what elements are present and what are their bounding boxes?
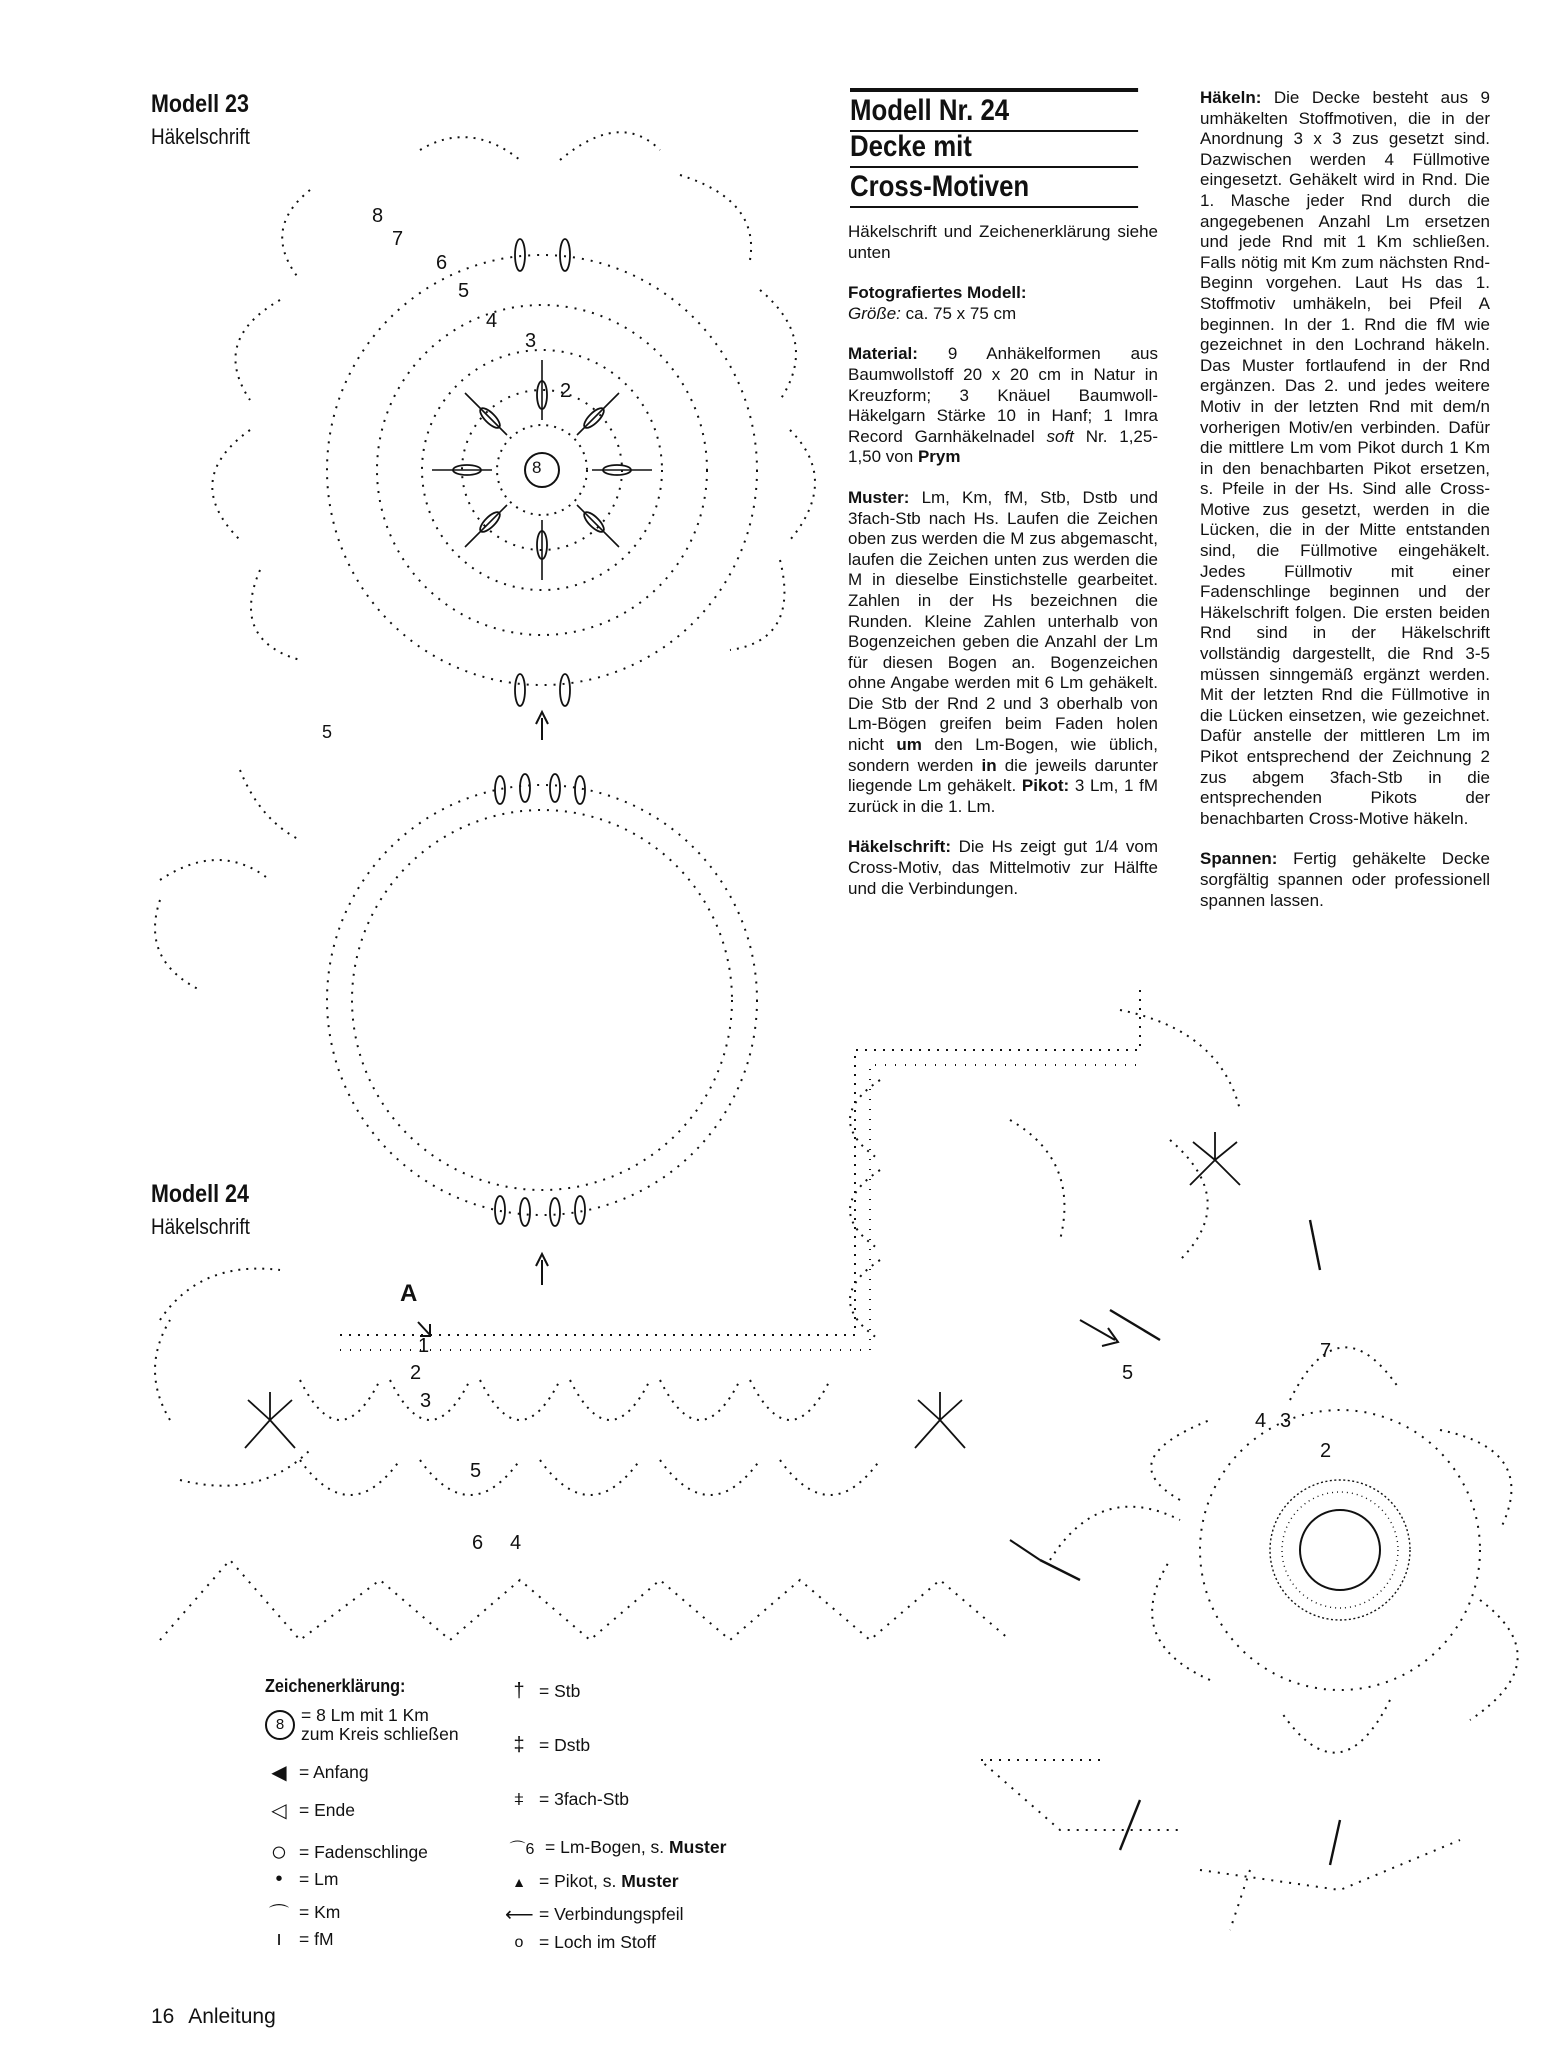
single-crochet-icon: ı <box>276 1928 282 1950</box>
filler-round-4: 4 <box>1255 1410 1267 1432</box>
legend-text-picot <box>539 1871 679 1892</box>
ring-8-icon: 8 <box>265 1710 295 1740</box>
hs-label: Häkelschrift: <box>848 837 951 857</box>
legend-text-arc <box>545 1837 726 1858</box>
material-label: Material: <box>848 344 918 364</box>
legend-text-3fach: = 3fach-Stb <box>539 1789 629 1809</box>
material-soft: soft <box>1046 426 1074 446</box>
m24-round-3: 3 <box>420 1390 432 1412</box>
legend-text-lm: = Lm <box>299 1869 339 1889</box>
photo-label: Fotografiertes Modell: <box>848 283 1027 303</box>
hole-icon: o <box>514 1933 524 1951</box>
picot-icon: ▲ <box>512 1873 526 1890</box>
legend-item-stb <box>505 1680 580 1703</box>
muster-text-3: die jeweils darunter liegende Lm gehäkelt. <box>848 755 1158 796</box>
slip-stitch-icon: ⌒ <box>269 1904 289 1926</box>
material-block <box>848 344 1158 468</box>
join-arrow-icon: ⟵ <box>505 1904 534 1926</box>
legend-text-km: = Km <box>299 1902 341 1922</box>
muster-in: in <box>981 755 997 775</box>
legend-item-join <box>505 1902 684 1927</box>
muster-um: um <box>896 735 922 755</box>
legend-item-hole <box>505 1932 656 1953</box>
m24-round-4: 4 <box>510 1532 522 1554</box>
loop-icon: ○ <box>270 1836 288 1867</box>
legend-item-fm <box>265 1928 334 1951</box>
article-heading-3: Cross-Motiven <box>850 168 1138 208</box>
intro-text: Häkelschrift und Zeichenerklärung siehe unten <box>848 222 1158 262</box>
legend-arc-text: = Lm-Bogen, s. <box>545 1837 665 1857</box>
legend <box>265 1676 1065 1976</box>
spannen-block <box>1200 849 1490 911</box>
legend-text-join: = Verbindungspfeil <box>539 1904 684 1924</box>
article-heading-2: Decke mit <box>850 128 1138 168</box>
legend-item-ring <box>265 1706 459 1744</box>
filler-round-3: 3 <box>1280 1410 1292 1432</box>
haekeln-text: Die Decke besteht aus 9 umhäkelten Stoffmotiven, die in der Anordnung 3 x 3 zus gesetzt sind. Dazwischen werden 4 Füllmotive eingesetzt. Gehäkelt wird in Rnd. Die 1. Masche jeder Rnd durch die angegebenen Anzahl Lm ersetzen und jede Rnd mit 1 Km schließen. Falls nötig mit Km zum nächsten Rnd-Beginn vorgehen. Laut Hs das 1. Stoffmotiv umhäkeln, bei Pfeil A beginnen. In der 1. Rnd die fM wie gezeichnet in den Lochrand häkeln. Das Muster fortlaufend in der Rnd ergänzen. Das 2. und jedes weitere Motiv in der letzten Rnd mit dem/n vorherigen Motiv/en verbinden. Dafür die mittlere Lm vom Pikot durch 1 Km in den benachbarten Pikot ersetzen, s. Pfeile in der Hs. Sind alle Cross-Motive zus gesetzt, werden in die Lücken, die in der Mitte entstanden sind, die Füllmotive eingehäkelt. Jedes Füllmotiv mit einer Fadenschlinge beginnen und der Häkelschrift folgen. Die ersten beiden Rnd sind in der Häkelschrift vollständig dargestellt, die Rnd 3-5 müssen sinngemäß ergänzt werden. Mit der letzten Rnd die Füllmotive in die Lücken einsetzen, wie gezeichnet. Dafür anstelle der mittleren Lm im Pikot entsprechend der Zeichnung 2 zus abgem 3fach-Stb in die entsprechenden Pikots der benachbarten Cross-Motive häkeln. <box>1200 88 1490 828</box>
legend-title: Zeichenerklärung: <box>265 1676 406 1696</box>
m24-arrow-label: A <box>400 1280 418 1307</box>
arc-icon: ⌒6 <box>509 1841 535 1858</box>
end-arrow-icon: ◁ <box>271 1800 287 1822</box>
muster-text-2: den Lm-Bogen, wie üblich, sondern werden <box>848 735 1158 775</box>
article-column-2 <box>1200 88 1490 924</box>
pikot-label: Pikot: <box>1021 776 1070 796</box>
pikot-text: 3 Lm, 1 fM zurück in die 1. Lm. <box>848 776 1158 816</box>
legend-text-ring <box>301 1706 459 1744</box>
filler-round-5: 5 <box>1122 1362 1134 1384</box>
m24-round-5: 5 <box>470 1460 482 1482</box>
m23-center-number: 8 <box>532 458 542 477</box>
legend-item-arc <box>505 1836 726 1859</box>
legend-text-fm: = fM <box>299 1929 334 1949</box>
m23-round-5b: 5 <box>322 722 333 742</box>
legend-item-loop <box>265 1836 428 1868</box>
legend-picot-bold: Muster <box>621 1871 679 1891</box>
muster-label: Muster: <box>848 487 910 507</box>
legend-text-start: = Anfang <box>299 1762 369 1782</box>
spannen-label: Spannen: <box>1200 849 1278 869</box>
haekeln-label: Häkeln: <box>1200 88 1262 107</box>
legend-ring-line1: = 8 Lm mit 1 Km <box>301 1705 429 1725</box>
legend-item-start <box>265 1760 369 1785</box>
muster-text-1: Lm, Km, fM, Stb, Dstb und 3fach-Stb nach Hs. Laufen die Zeichen oben zus werden die M zus abgemascht, laufen die Zeichen unten zus werden die M in dieselbe Einstichstelle gearbeitet. Zahlen in der Hs bezeichnen die Runden. Kleine Zahlen unterhalb von Bogenzeichen geben die Anzahl der Lm für diesen Bogen an. Bogenzeichen ohne Angabe werden mit 6 Lm gehäkelt. Die Stb der Rnd 2 und 3 oberhalb von Lm-Bögen greifen beim Faden holen nicht <box>848 487 1159 755</box>
article-heading-1: Modell Nr. 24 <box>850 88 1138 132</box>
legend-ring-line2: zum Kreis schließen <box>301 1724 459 1744</box>
hs-block <box>848 837 1158 899</box>
footer-section: Anleitung <box>188 2005 276 2028</box>
material-text: 9 Anhäkelformen aus Baumwollstoff 20 x 20 cm in Natur in Kreuzform; 3 Knäuel Baumwoll-Häkelgarn Stärke 10 in Hanf; 1 Imra Record Garnhäkelnadel <box>848 344 1158 446</box>
article-column-1 <box>848 222 1158 912</box>
m23-round-3: 3 <box>525 330 537 352</box>
modell23-title: Modell 23 <box>151 90 249 118</box>
muster-block <box>848 488 1158 818</box>
modell23-chart <box>155 132 815 1285</box>
material-brand: Prym <box>917 447 961 467</box>
size-label: Größe: <box>848 303 901 323</box>
m23-round-7: 7 <box>392 228 404 250</box>
tr-icon: ‡ <box>513 1734 525 1756</box>
modell24-title: Modell 24 <box>151 1180 249 1208</box>
hs-text: Die Hs zeigt gut 1/4 vom Cross-Motiv, das Mittelmotiv zur Hälfte und die Verbindungen. <box>848 837 1158 898</box>
legend-item-km <box>265 1898 340 1927</box>
m23-round-5: 5 <box>458 280 470 302</box>
legend-text-end: = Ende <box>299 1800 355 1820</box>
dc-icon: † <box>513 1680 525 1702</box>
footer <box>151 2005 276 2029</box>
legend-item-lm <box>265 1868 338 1891</box>
spannen-text: Fertig gehäkelte Decke sorgfältig spannen oder professionell spannen lassen. <box>1200 849 1490 910</box>
modell24-subtitle: Häkelschrift <box>151 1214 250 1239</box>
haekeln-block <box>1200 88 1490 829</box>
m23-round-8: 8 <box>372 205 384 227</box>
legend-item-end <box>265 1798 355 1823</box>
m24-round-2: 2 <box>410 1362 422 1384</box>
legend-text-dstb: = Dstb <box>539 1735 591 1755</box>
dtr-icon: ⧧ <box>513 1788 525 1810</box>
page-number: 16 <box>151 2005 175 2028</box>
start-arrow-icon: ◀ <box>271 1762 287 1784</box>
m24-round-6: 6 <box>472 1532 484 1554</box>
material-text-2: Nr. 1,25-1,50 von <box>848 426 1159 467</box>
filler-round-2: 2 <box>1320 1440 1332 1462</box>
modell23-subtitle: Häkelschrift <box>151 124 250 149</box>
legend-text-hole: = Loch im Stoff <box>539 1932 656 1952</box>
photo-block <box>848 283 1158 324</box>
legend-text-stb: = Stb <box>539 1681 581 1701</box>
m23-round-6: 6 <box>436 252 448 274</box>
m23-round-2: 2 <box>560 380 572 402</box>
legend-text-loop: = Fadenschlinge <box>299 1841 428 1862</box>
legend-item-3fach <box>505 1788 629 1811</box>
chain-dot-icon: • <box>275 1868 283 1890</box>
size-value: ca. 75 x 75 cm <box>905 303 1017 323</box>
legend-item-picot <box>505 1871 679 1892</box>
legend-picot-text: = Pikot, s. <box>539 1871 617 1891</box>
m24-round-1: 1 <box>418 1335 430 1357</box>
legend-item-dstb <box>505 1734 590 1757</box>
filler-round-7: 7 <box>1320 1340 1332 1362</box>
legend-arc-bold: Muster <box>669 1837 727 1857</box>
m23-round-4: 4 <box>486 310 498 332</box>
